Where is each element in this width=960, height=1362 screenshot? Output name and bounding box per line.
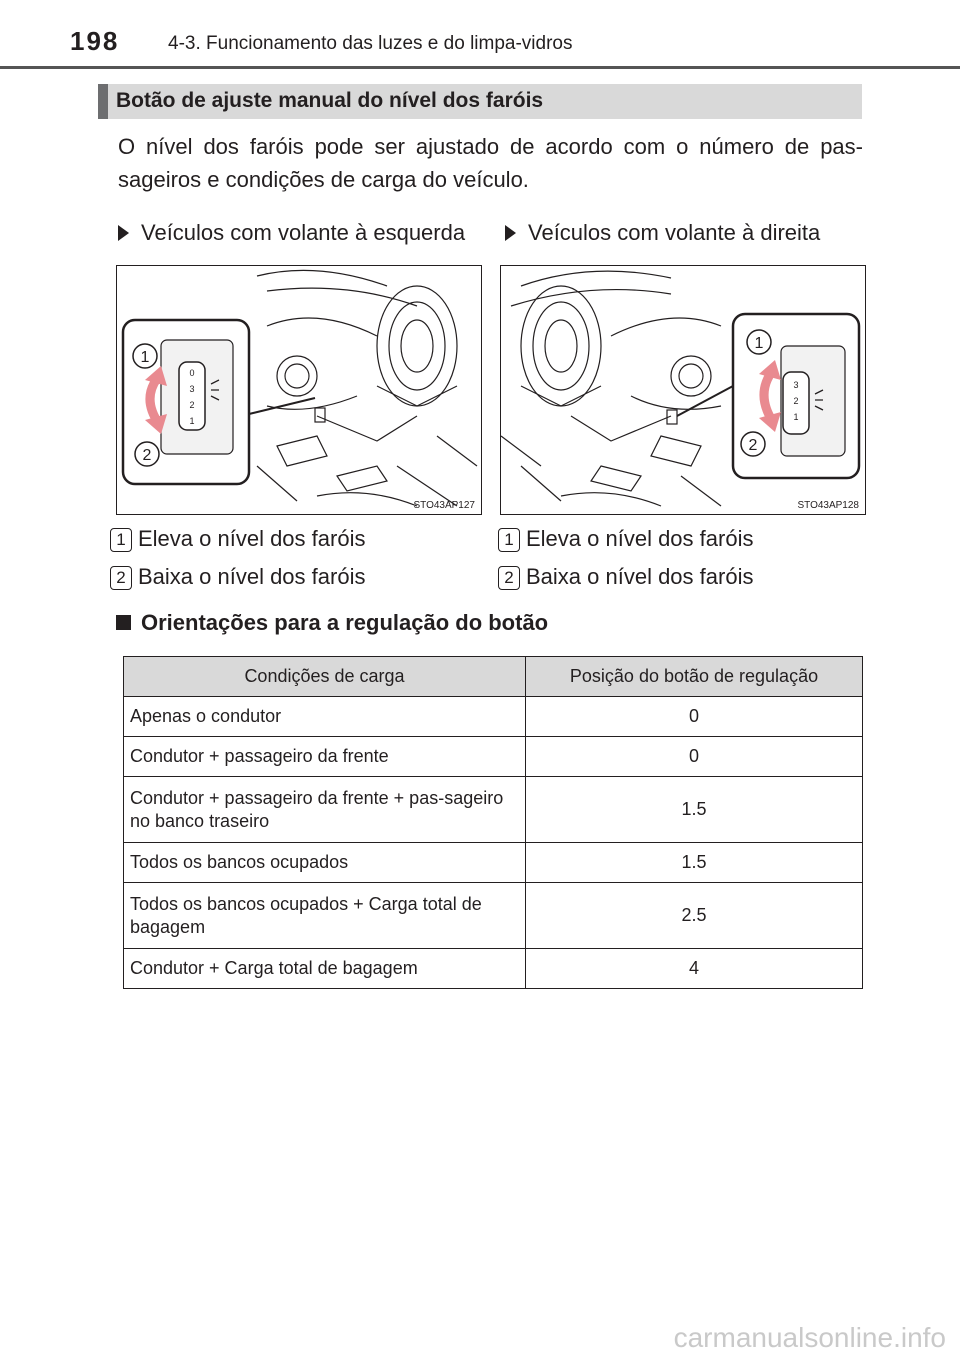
intro-paragraph: O nível dos faróis pode ser ajustado de acordo com o número de pas-sageiros e condições de carga do veículo. — [118, 134, 863, 192]
condition-cell: Condutor + passageiro da frente — [124, 737, 526, 777]
dial-number: 2 — [793, 396, 799, 406]
dashboard-right-drawing — [501, 266, 865, 514]
position-cell: 0 — [526, 737, 863, 777]
legend-number-badge: 1 — [498, 528, 520, 552]
dial-number: 3 — [189, 384, 195, 394]
table-header-row — [124, 657, 863, 697]
dial-number: 2 — [189, 400, 195, 410]
table-row — [124, 697, 863, 737]
guide-heading-label: Orientações para a regulação do botão — [141, 610, 549, 635]
variant-heading-left — [118, 220, 465, 246]
leader-line-left — [249, 398, 315, 414]
legend-item-right-2 — [498, 564, 858, 592]
section-accent — [98, 84, 108, 119]
dial-number: 1 — [793, 412, 799, 422]
legend-item-right-1 — [498, 526, 858, 554]
svg-text:2: 2 — [748, 437, 758, 454]
dial-number: 3 — [793, 380, 799, 390]
table-row — [124, 737, 863, 777]
legend-text: Eleva o nível dos faróis — [138, 526, 366, 551]
position-cell: 1.5 — [526, 843, 863, 883]
legend-number-badge: 1 — [110, 528, 132, 552]
guide-heading — [116, 610, 548, 636]
svg-text:1: 1 — [754, 335, 764, 352]
legend-item-left-1 — [110, 526, 470, 554]
condition-cell: Todos os bancos ocupados — [124, 843, 526, 883]
position-cell: 2.5 — [526, 883, 863, 949]
adjustment-guide-table — [123, 656, 863, 989]
triangle-bullet-icon — [118, 225, 129, 241]
figure-code-right: STO43AP128 — [797, 500, 859, 511]
figure-code-left: STO43AP127 — [413, 500, 475, 511]
chapter-title: 4-3. Funcionamento das luzes e do limpa-vidros — [168, 33, 573, 54]
header-rule — [0, 66, 960, 69]
table-row — [124, 777, 863, 843]
variant-heading-right-label: Veículos com volante à direita — [528, 220, 821, 245]
square-bullet-icon — [116, 615, 131, 630]
position-cell: 1.5 — [526, 777, 863, 843]
dial-number: 0 — [189, 368, 195, 378]
dial-number: 1 — [189, 416, 195, 426]
page-number: 198 — [70, 26, 120, 56]
variant-heading-left-label: Veículos com volante à esquerda — [141, 220, 466, 245]
variant-heading-right — [505, 220, 820, 246]
section-title: Botão de ajuste manual do nível dos faróis — [116, 89, 544, 112]
position-cell: 0 — [526, 697, 863, 737]
legend-number-badge: 2 — [498, 566, 520, 590]
svg-text:2: 2 — [142, 447, 152, 464]
condition-cell: Todos os bancos ocupados + Carga total de bagagem — [124, 883, 526, 949]
dashboard-left-drawing — [117, 266, 481, 514]
table-row — [124, 883, 863, 949]
svg-text:1: 1 — [140, 349, 150, 366]
legend-text: Eleva o nível dos faróis — [526, 526, 754, 551]
column-header-conditions: Condições de carga — [124, 657, 526, 697]
legend-text: Baixa o nível dos faróis — [526, 564, 754, 589]
legend-text: Baixa o nível dos faróis — [138, 564, 366, 589]
illustration-left — [116, 265, 482, 515]
table-row — [124, 949, 863, 989]
illustration-right — [500, 265, 866, 515]
section-title-bar — [98, 84, 862, 119]
triangle-bullet-icon — [505, 225, 516, 241]
condition-cell: Condutor + Carga total de bagagem — [124, 949, 526, 989]
legend-number-badge: 2 — [110, 566, 132, 590]
condition-cell: Apenas o condutor — [124, 697, 526, 737]
position-cell: 4 — [526, 949, 863, 989]
condition-cell: Condutor + passageiro da frente + pas-sageiro no banco traseiro — [124, 777, 526, 843]
table-row — [124, 843, 863, 883]
legend-item-left-2 — [110, 564, 470, 592]
watermark: carmanualsonline.info — [673, 1322, 946, 1353]
column-header-position: Posição do botão de regulação — [526, 657, 863, 697]
